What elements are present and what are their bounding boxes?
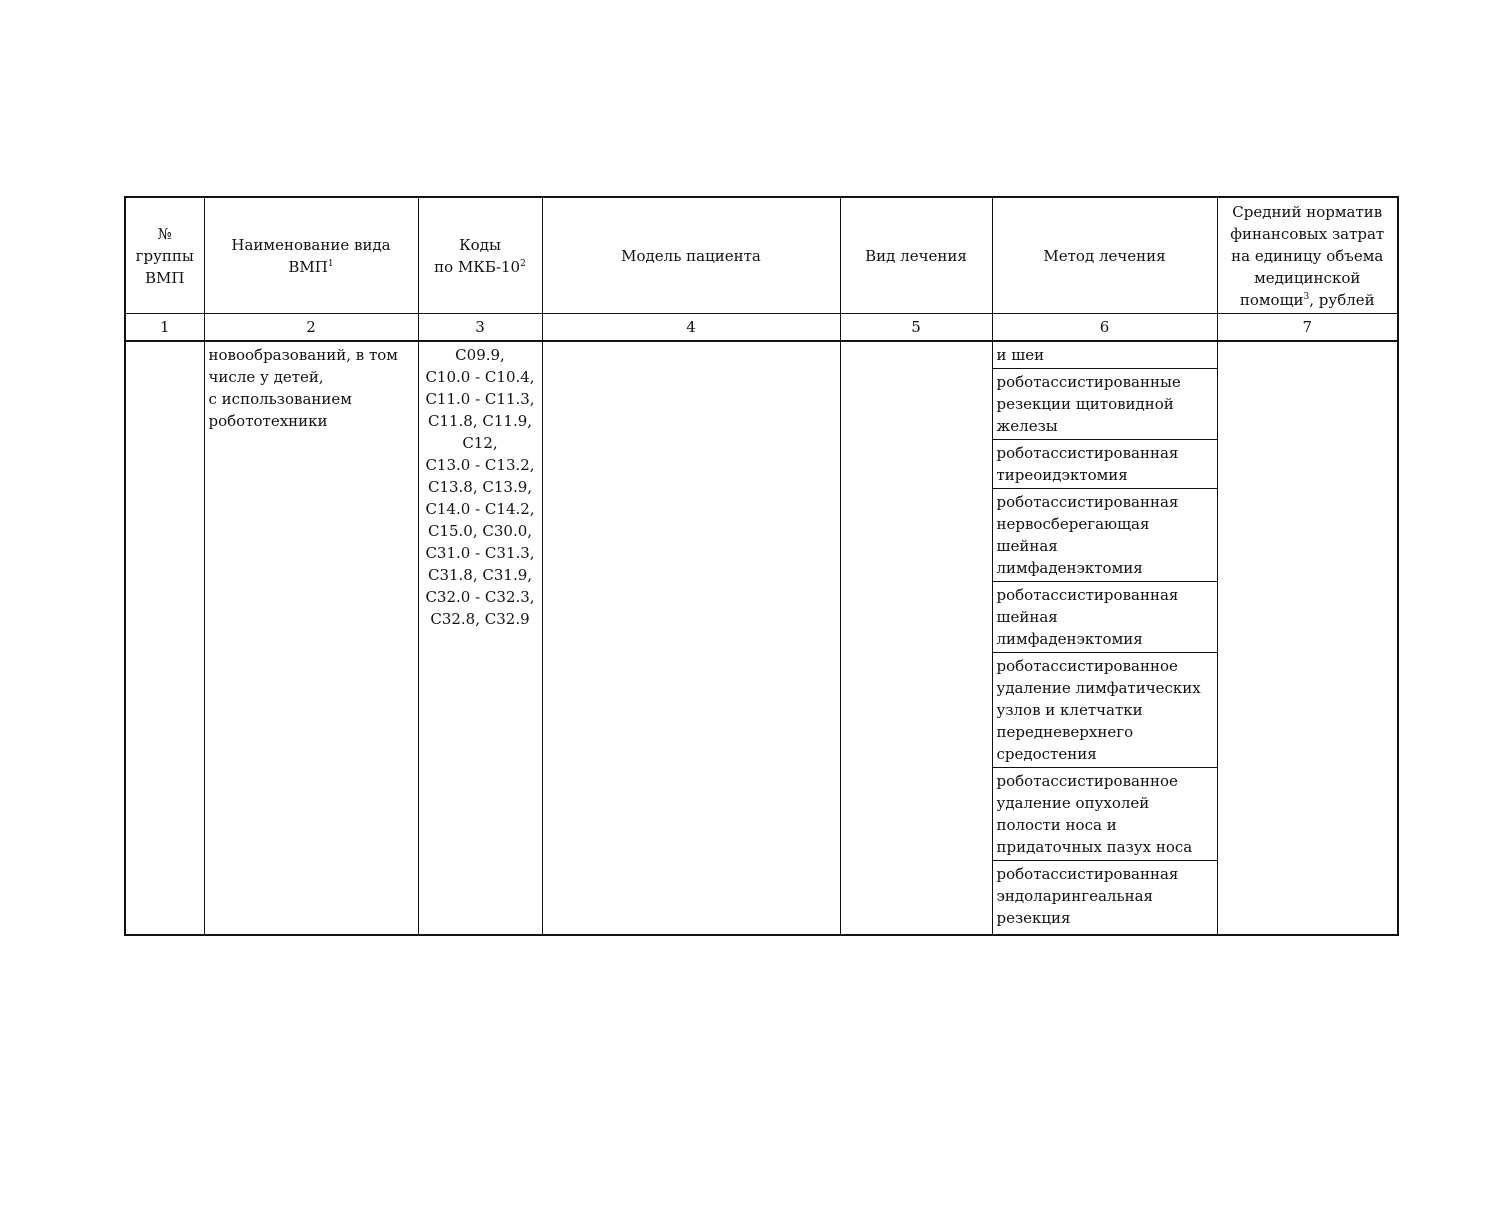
cell-group-number bbox=[125, 341, 204, 935]
column-number: 1 bbox=[125, 314, 204, 342]
method-item: роботассистированная нервосберегающая шейная лимфаденэктомия bbox=[993, 489, 1217, 582]
column-number: 6 bbox=[992, 314, 1217, 342]
cell-average-cost bbox=[1217, 341, 1398, 935]
header-vmp-name: Наименование вида ВМП$^1$ bbox=[204, 197, 418, 314]
method-list bbox=[993, 342, 1217, 934]
column-number: 4 bbox=[542, 314, 840, 342]
document-sheet bbox=[124, 196, 1397, 932]
vmp-table bbox=[124, 196, 1399, 936]
method-item: роботассистированная тиреоидэктомия bbox=[993, 440, 1217, 489]
header-group-number: № группы ВМП bbox=[125, 197, 204, 314]
method-item: роботассистированное удаление лимфатических узлов и клетчатки передневерхнего средостения bbox=[993, 653, 1217, 768]
column-number: 3 bbox=[418, 314, 542, 342]
header-icd-codes: Коды по МКБ-$10^2$ bbox=[418, 197, 542, 314]
header-treatment-method: Метод лечения bbox=[992, 197, 1217, 314]
header-treatment-type: Вид лечения bbox=[840, 197, 992, 314]
column-number: 5 bbox=[840, 314, 992, 342]
header-patient-model: Модель пациента bbox=[542, 197, 840, 314]
method-item: роботассистированные резекции щитовидной железы bbox=[993, 369, 1217, 440]
cell-patient-model bbox=[542, 341, 840, 935]
table-header-row bbox=[125, 197, 1398, 314]
table-row bbox=[125, 341, 1398, 935]
cell-treatment-type bbox=[840, 341, 992, 935]
method-item: и шеи bbox=[993, 342, 1217, 369]
cell-treatment-methods bbox=[992, 341, 1217, 935]
header-average-cost: Средний норматив финансовых затрат на единицу объема медицинской помощи$^3$, рублей bbox=[1217, 197, 1398, 314]
cell-vmp-name: новообразований, в том числе у детей, с использованием робототехники bbox=[204, 341, 418, 935]
column-number: 7 bbox=[1217, 314, 1398, 342]
method-item: роботассистированное удаление опухолей полости носа и придаточных пазух носа bbox=[993, 768, 1217, 861]
method-item: роботассистированная шейная лимфаденэктомия bbox=[993, 582, 1217, 653]
method-item: роботассистированная эндоларингеальная резекция bbox=[996, 865, 1179, 927]
column-number-row bbox=[125, 314, 1398, 342]
column-number: 2 bbox=[204, 314, 418, 342]
cell-icd-codes: C09.9, C10.0 - C10.4, C11.0 - C11.3, C11.8, C11.9, C12, C13.0 - C13.2, C13.8, C13.9, C14.0 - C14.2, C15.0, C30.0, C31.0 - C31.3, C31.8, C31.9, C32.0 - C32.3, C32.8, C32.9 bbox=[418, 341, 542, 935]
